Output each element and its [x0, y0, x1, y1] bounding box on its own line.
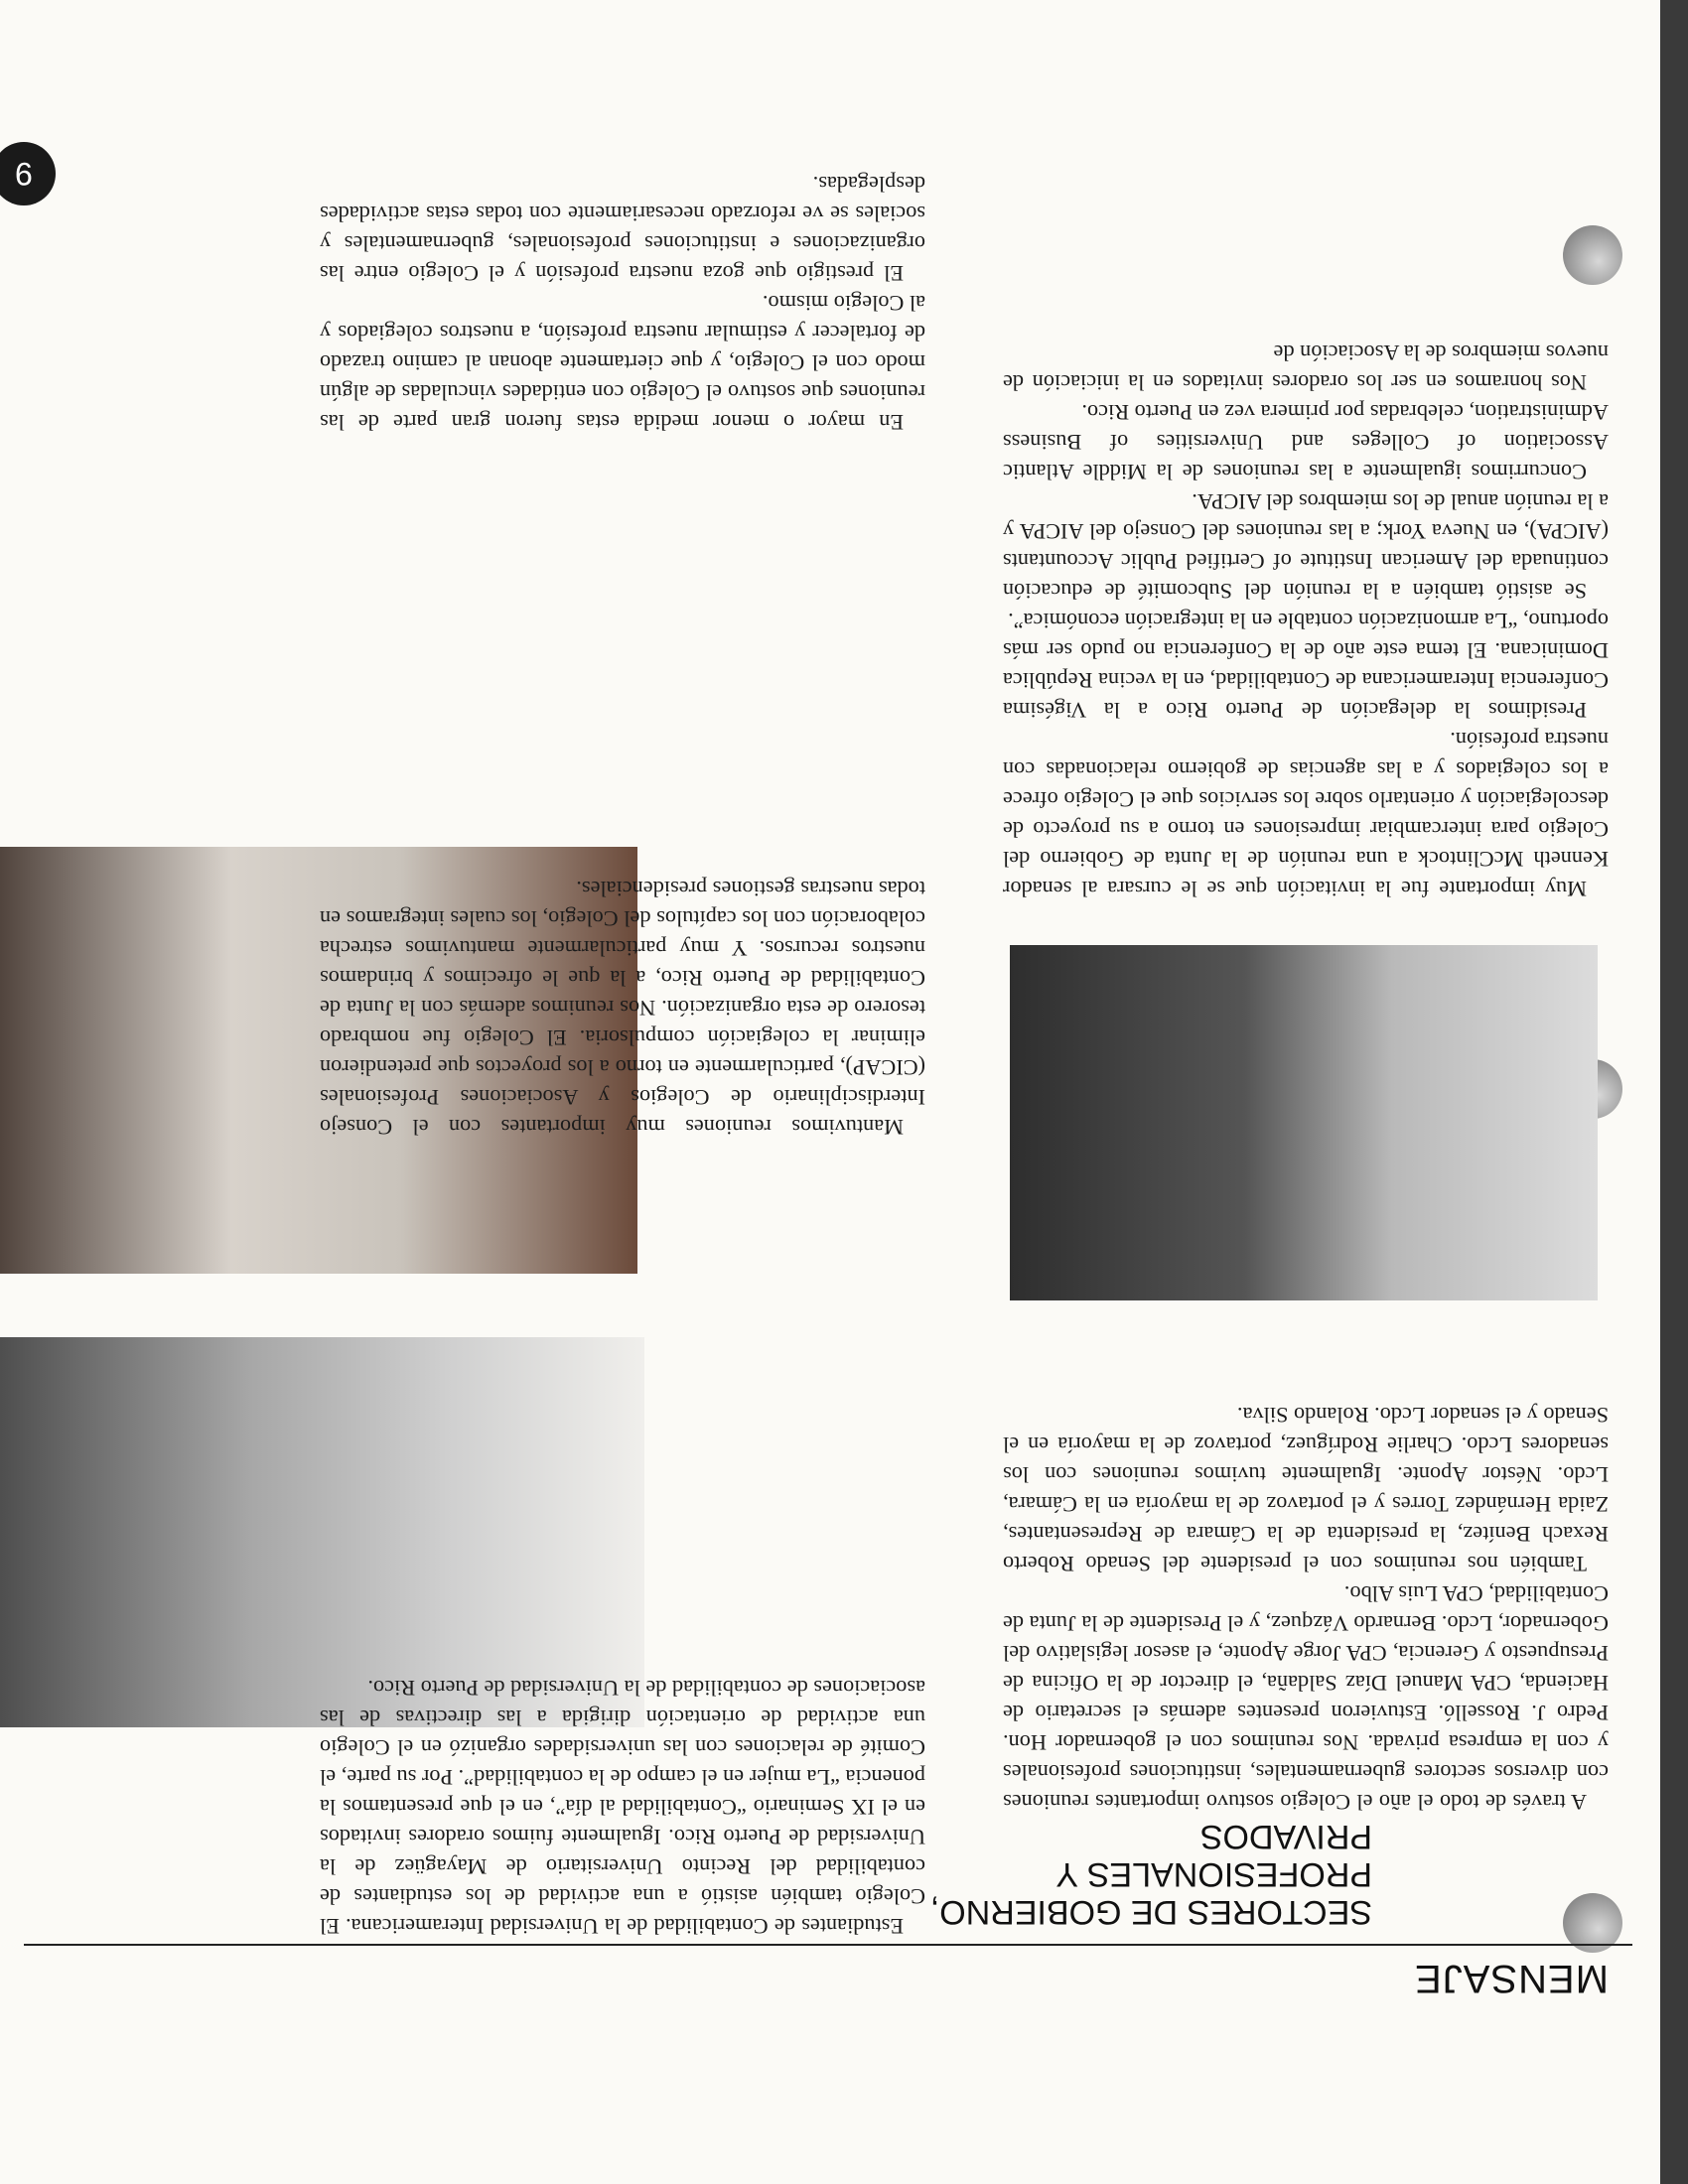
page-number: 9 — [0, 142, 56, 205]
section-title: SECTORES DE GOBIERNO, PROFESIONALES Y PRIVADOS — [929, 1818, 1372, 1931]
paragraph: Presidimos la delegación de Puerto Rico a la Vigésima Conferencia Interamericana de Contabilidad, en la vecina República Dominicana. El tema este año de la Conferencia no pudo ser más oportuno, “La armonización contable en la integración económica”. — [1003, 609, 1609, 723]
left-column-bottom — [1003, 338, 1609, 903]
paragraph: En mayor o menor medida estas fueron gran parte de las reuniones que sostuvo el Colegio con entidades vinculadas de algún modo con el Colegio, y que ciertamente abonan al camino trazado de fortalecer y estimular nuestra profesión, a nuestros colegiados y al Colegio mismo. — [320, 291, 925, 435]
photo-library-meeting — [0, 1337, 644, 1727]
binder-hole — [1563, 225, 1622, 285]
paragraph: Mantuvimos reuniones muy importantes con el Consejo Interdisciplinario de Colegios y Asociaciones Profesionales (CICAP), particularmente en torno a los proyectos que pretendieron eliminar la colegiación compulsoria. El Colegio fue nombrado tesorero de esta organización. Nos reunimos además con la Junta de Contabilidad de Puerto Rico, a la que le ofrecimos y brindamos nuestros recursos. Y muy particularmente mantuvimos estrecha colaboración con los capítulos del Colegio, los cuales integramos en todas nuestras gestiones presidenciales. — [320, 877, 925, 1140]
paragraph: Estudiantes de Contabilidad de la Universidad Interamericana. El Colegio también asistió a una actividad de los estudiantes de contabilidad del Recinto Universitario de Mayagüez de la Universidad de Puerto Rico. Igualmente fuimos oradores invitados en el IX Seminario “Contabilidad al día”, en el que presentamos la ponencia “La mujer en el campo de la contabilidad”. Por su parte, el Comité de relaciones con las universidades organizó en el Colegio una actividad de orientación dirigida a las directivas de las asociaciones de contabilidad de la Universidad de Puerto Rico. — [320, 1676, 925, 1939]
right-column-bottom — [320, 169, 925, 437]
paragraph: También nos reunimos con el presidente del Senado Roberto Rexach Benítez, la presidenta de la Cámara de Representantes, Zaida Hernández Torres y el portavoz de la mayoría en la Cámara, Lcdo. Néstor Aponte. Igualmente tuvimos reuniones con los senadores Lcdo. Charlie Rodríguez, portavoz de la mayoría en el Senado y el senador Lcdo. Rolando Silva. — [1003, 1403, 1609, 1576]
header-rule — [24, 1944, 1632, 1946]
paragraph: A través de todo el año el Colegio sostuvo importantes reuniones con diversos sectores gubernamentales, instituciones profesionales y con la empresa privada. Nos reunimos con el gobernador Hon. Pedro J. Rosselló. Estuvieron presentes además el secretario de Hacienda, CPA Manuel Díaz Saldaña, el director de la Oficina de Presupuesto y Gerencia, CPA Jorge Aponte, el asesor legislativo del Gobernador, Lcdo. Bernardo Vázquez, y el Presidente de la Junta de Contabilidad, CPA Luis Albo. — [1003, 1581, 1609, 1815]
paragraph: Se asistió también a la reunión del Subcomité de educación continuada del American Institute of Certified Public Accountants (AICPA), en Nueva York; a las reuniones del Consejo del AICPA y a la reunión anual de los miembros del AICPA. — [1003, 489, 1609, 604]
paragraph: Concurrimos igualmente a las reuniones de la Middle Atlantic Association of Colleges and Universities of Business Administration, celebradas por primera vez en Puerto Rico. — [1003, 400, 1609, 484]
right-column-top — [320, 1673, 925, 1941]
paragraph: Muy importante fue la invitación que se le cursara al senador Kenneth McClintock a una reunión de la Junta de Gobierno del Colegio para intercambiar impresiones en torno a su proyecto de descolegiación y orientarlo sobre los servicios que el Colegio ofrece a los colegiados y a las agencias de gobierno relacionadas con nuestra profesión. — [1003, 728, 1609, 901]
paragraph: Nos honramos en ser los oradores invitados en la iniciación de nuevos miembros de la Asociación de — [1003, 341, 1609, 395]
paragraph: El prestigio que goza nuestra profesión y el Colegio entre las organizaciones e instituciones profesionales, gubernamentales y sociales se ve reforzado necesariamente con todas estas actividades desplegadas. — [320, 172, 925, 286]
section-label: MENSAJE — [1414, 1957, 1609, 2000]
right-column-middle — [320, 874, 925, 1142]
photo-council-meeting — [1010, 945, 1598, 1300]
left-column-top — [1003, 1400, 1609, 1817]
